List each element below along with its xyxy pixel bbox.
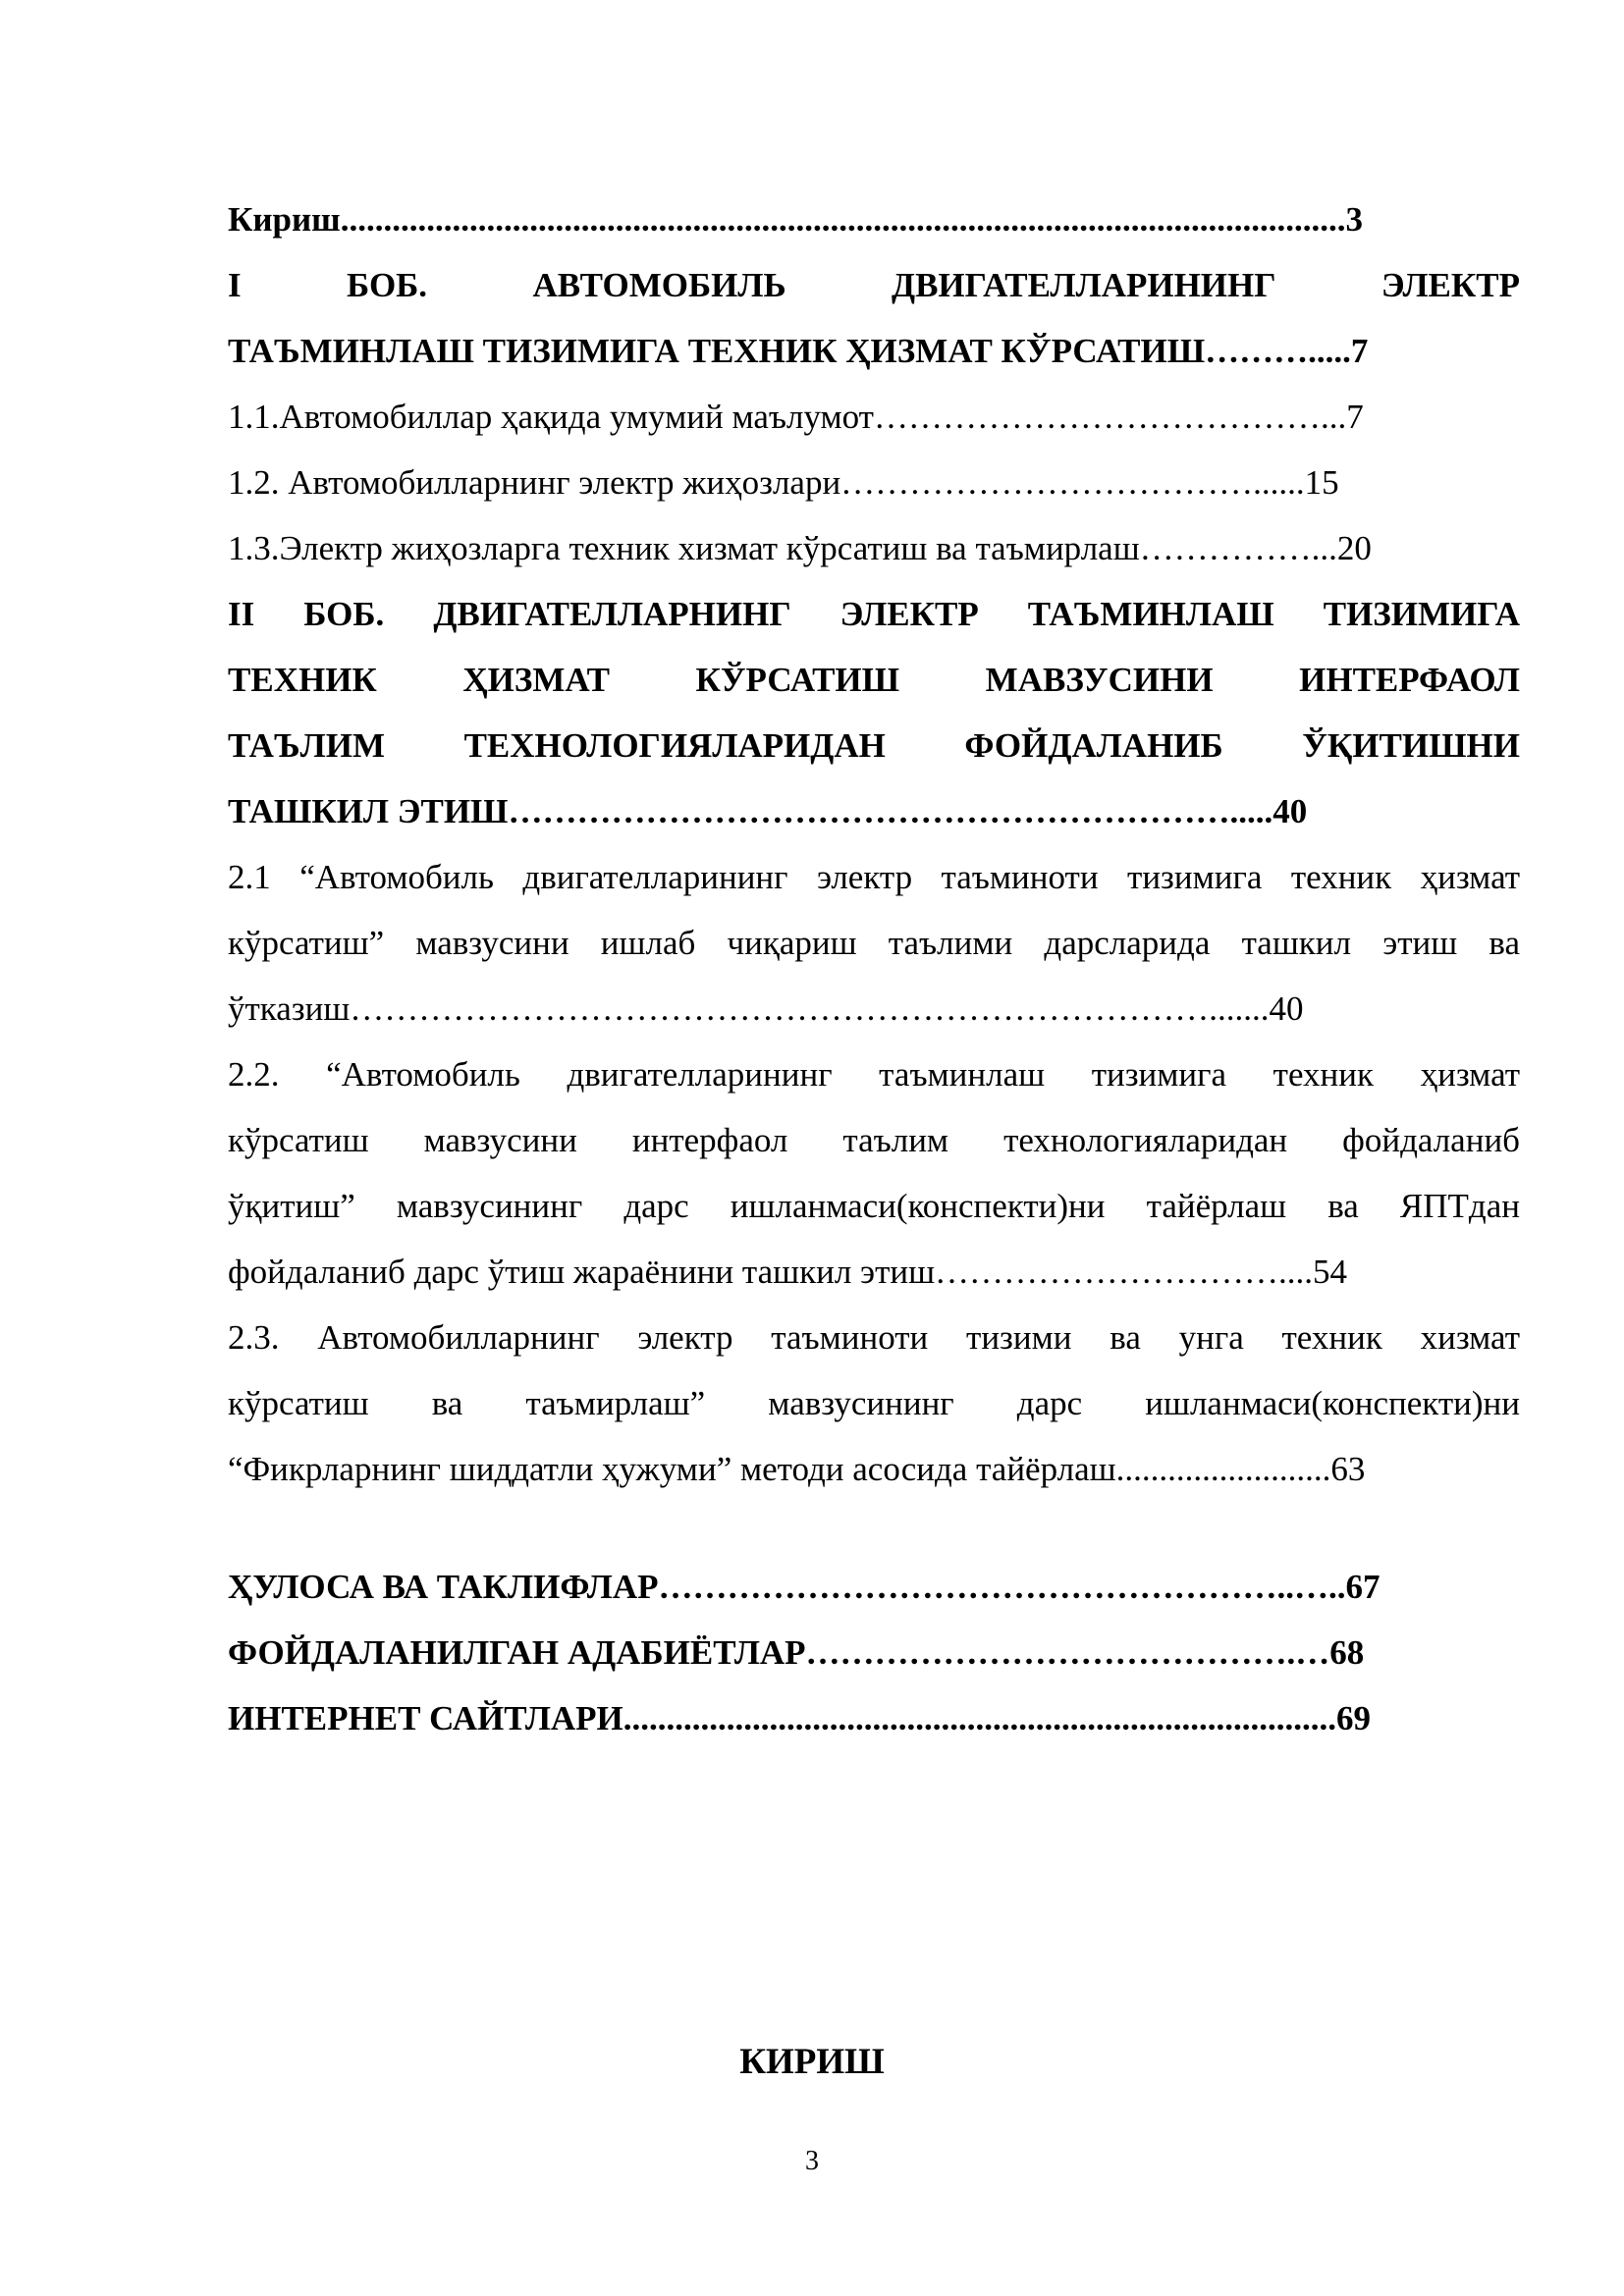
toc-entry-2-1-line-3: ўтказиш………………………………………………………………….......40 [228,989,1304,1028]
toc-entry-internet-sites: ИНТЕРНЕТ САЙТЛАРИ...................................................................................69 [228,1699,1372,1737]
toc-chapter-1-title-line-1: I БОБ. АВТОМОБИЛЬ ДВИГАТЕЛЛАРИНИНГ ЭЛЕКТР [228,266,1520,304]
page-number: 3 [805,2146,819,2176]
toc-entry-1-1: 1.1.Автомобиллар ҳақида умумий маълумот…………………………………...7 [228,398,1364,436]
toc-entry-2-3-line-2: кўрсатиш ва таъмирлаш” мавзусининг дарс ишланмаси(конспекти)ни [228,1384,1520,1422]
toc-entry-2-2-line-4: фойдаланиб дарс ўтиш жараёнини ташкил этиш…………………………....54 [228,1253,1348,1291]
toc-entry-introduction: Кириш.....................................................................................................................3 [228,200,1363,239]
toc-entry-2-1-line-1: 2.1 “Автомобиль двигателларининг электр таъминоти тизимига техник ҳизмат [228,858,1520,896]
toc-chapter-2-title-line-2: ТЕХНИК ҲИЗМАТ КЎРСАТИШ МАВЗУСИНИ ИНТЕРФАОЛ [228,661,1520,699]
toc-entry-1-3: 1.3.Электр жиҳозларга техник хизмат кўрсатиш ва таъмирлаш……………...20 [228,529,1372,567]
section-heading: КИРИШ [739,2042,885,2082]
table-of-contents [228,187,1520,1751]
toc-chapter-2-title-line-4: ТАШКИЛ ЭТИШ……………………………………………………….....40 [228,792,1308,830]
toc-chapter-1-title-line-2: ТАЪМИНЛАШ ТИЗИМИГА ТЕХНИК ҲИЗМАТ КЎРСАТИШ……….....7 [228,332,1369,370]
toc-entry-1-2: 1.2. Автомобилларнинг электр жиҳозлари………………………………......15 [228,463,1339,502]
toc-entry-2-2-line-2: кўрсатиш мавзусини интерфаол таълим технологияларидан фойдаланиб [228,1121,1520,1159]
toc-chapter-2-title-line-3: ТАЪЛИМ ТЕХНОЛОГИЯЛАРИДАН ФОЙДАЛАНИБ ЎҚИТИШНИ [228,726,1520,765]
toc-entry-2-2-line-3: ўқитиш” мавзусининг дарс ишланмаси(конспекти)ни тайёрлаш ва ЯПТдан [228,1187,1520,1225]
toc-entry-references: ФОЙДАЛАНИЛГАН АДАБИЁТЛАР…………………………………….…68 [228,1633,1365,1672]
toc-entry-2-3-line-3: “Фикрларнинг шиддатли ҳужуми” методи асосида тайёрлаш.........................63 [228,1450,1366,1488]
toc-entry-2-2-line-1: 2.2. “Автомобиль двигателларининг таъминлаш тизимига техник ҳизмат [228,1055,1520,1094]
toc-entry-2-3-line-1: 2.3. Автомобилларнинг электр таъминоти тизими ва унга техник хизмат [228,1318,1520,1357]
toc-chapter-2-title-line-1: II БОБ. ДВИГАТЕЛЛАРНИНГ ЭЛЕКТР ТАЪМИНЛАШ ТИЗИМИГА [228,595,1520,633]
toc-entry-conclusions: ҲУЛОСА ВА ТАКЛИФЛАР………………………………………………..…..67 [228,1568,1380,1606]
toc-entry-2-1-line-2: кўрсатиш” мавзусини ишлаб чиқариш таълими дарсларида ташкил этиш ва [228,924,1520,962]
